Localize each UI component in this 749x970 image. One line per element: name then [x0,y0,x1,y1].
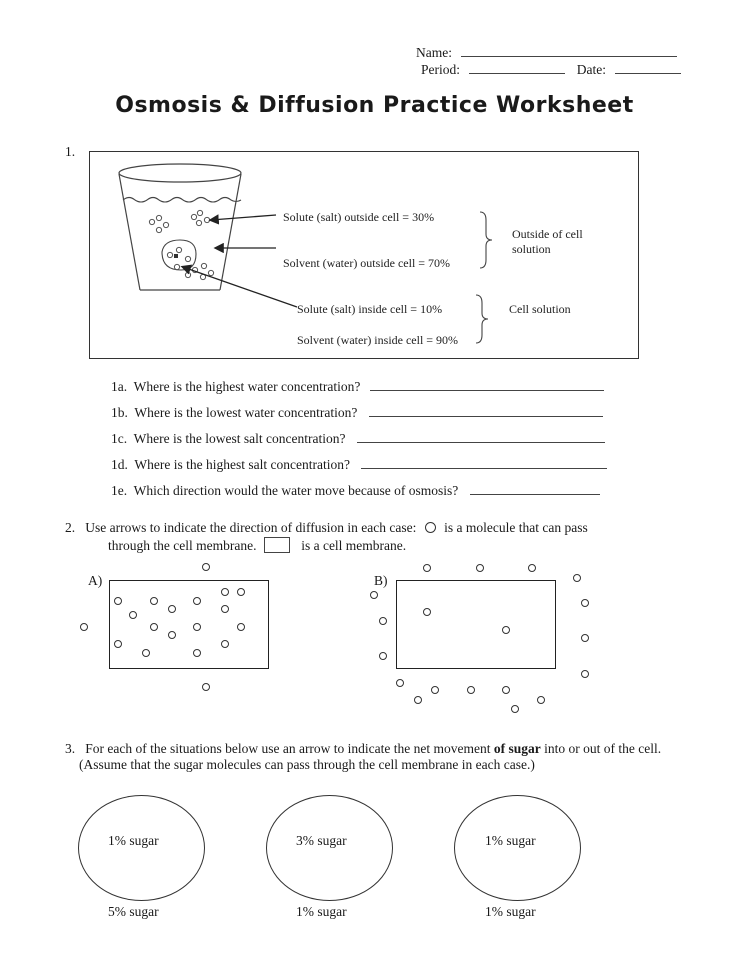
molecule-icon [581,634,589,642]
question-1b [111,404,607,430]
molecule-legend-icon [425,522,436,533]
sugar-cell-1-inside: 1% sugar [108,833,159,848]
molecule-icon [581,670,589,678]
q2-number: 2. [65,520,76,535]
question-text: Where is the highest water concentration? [133,379,361,394]
molecule-icon [581,599,589,607]
q3-text-bold: of sugar [493,741,541,756]
sugar-cell-3-outside: 1% sugar [485,904,536,919]
q2-text-b: is a molecule that can pass [444,520,588,535]
molecule-icon [423,608,431,616]
label-solute-outside: Solute (salt) outside cell = 30% [283,210,435,224]
case-b-label: B) [374,573,388,588]
molecule-icon [528,564,536,572]
question-1a [111,378,607,404]
q2-text-d: is a cell membrane. [301,538,407,553]
osmosis-figure [89,151,639,359]
molecule-icon [476,564,484,572]
question-1e [111,482,607,508]
molecule-icon [237,623,245,631]
q2-prompt-line1 [65,520,588,536]
q1-questions [111,378,607,508]
membrane-legend-icon [264,537,290,553]
molecule-icon [537,696,545,704]
label-solvent-inside: Solvent (water) inside cell = 90% [297,333,459,347]
molecule-icon [237,588,245,596]
period-label: Period: [421,62,460,77]
question-label: 1e. [111,483,128,498]
molecule-icon [467,686,475,694]
q2-text-a: Use arrows to indicate the direction of diffusion in each case: [85,520,417,535]
name-label: Name: [416,45,452,60]
molecule-icon [142,649,150,657]
question-label: 1b. [111,405,128,420]
answer-blank-1b[interactable] [369,404,603,417]
answer-blank-1a[interactable] [370,378,604,391]
question-text: Which direction would the water move because of osmosis? [133,483,459,498]
molecule-icon [370,591,378,599]
molecule-icon [202,563,210,571]
sugar-cell-3-inside: 1% sugar [485,833,536,848]
question-label: 1d. [111,457,128,472]
question-text: Where is the lowest salt concentration? [133,431,346,446]
molecule-icon [150,597,158,605]
question-text: Where is the highest salt concentration? [134,457,350,472]
page-title: Osmosis & Diffusion Practice Worksheet [115,93,634,118]
question-label: 1a. [111,379,128,394]
q3-text-a: For each of the situations below use an arrow to indicate the net movement [85,741,491,756]
answer-blank-1e[interactable] [470,482,600,495]
answer-blank-1c[interactable] [357,430,605,443]
answer-blank-1d[interactable] [361,456,607,469]
molecule-icon [150,623,158,631]
label-solute-inside: Solute (salt) inside cell = 10% [297,302,443,316]
molecule-icon [379,617,387,625]
q3-number: 3. [65,741,76,756]
molecule-icon [431,686,439,694]
molecule-icon [221,640,229,648]
case-a-label: A) [88,573,103,588]
molecule-icon [221,588,229,596]
molecule-icon [511,705,519,713]
sugar-cell-1-outside: 5% sugar [108,904,159,919]
label-outside-line1: Outside of cell [512,227,583,241]
molecule-icon [414,696,422,704]
molecule-icon [193,597,201,605]
period-date-row [421,61,681,78]
label-solvent-outside: Solvent (water) outside cell = 70% [283,256,451,270]
molecule-icon [114,597,122,605]
q1-number: 1. [65,144,76,159]
molecule-icon [114,640,122,648]
date-blank[interactable] [615,61,681,74]
molecule-icon [502,626,510,634]
label-outside-solution [512,227,583,257]
molecule-icon [129,611,137,619]
question-text: Where is the lowest water concentration? [134,405,358,420]
molecule-icon [193,623,201,631]
q2-text-c: through the cell membrane. [108,538,257,553]
q2-prompt-line2 [108,537,406,554]
name-field[interactable] [416,44,677,61]
molecule-icon [168,605,176,613]
sugar-cell-2-inside: 3% sugar [296,833,347,848]
question-label: 1c. [111,431,128,446]
date-label: Date: [576,62,606,77]
molecule-icon [573,574,581,582]
molecule-icon [221,605,229,613]
molecule-icon [193,649,201,657]
sugar-cell-2-outside: 1% sugar [296,904,347,919]
name-blank[interactable] [461,44,677,57]
period-blank[interactable] [469,61,565,74]
molecule-icon [80,623,88,631]
question-1d [111,456,607,482]
molecule-icon [379,652,387,660]
q3-prompt-line1 [65,741,661,757]
molecule-icon [423,564,431,572]
molecule-icon [502,686,510,694]
q3-text-c: into or out of the cell. [544,741,662,756]
label-outside-line2: solution [512,242,551,256]
question-1c [111,430,607,456]
molecule-icon [202,683,210,691]
label-cell-solution: Cell solution [509,302,571,316]
molecule-icon [168,631,176,639]
case-a-cell [109,580,269,669]
case-b-cell [396,580,556,669]
molecule-icon [396,679,404,687]
q3-prompt-line2: (Assume that the sugar molecules can pass through the cell membrane in each case.) [79,757,535,772]
